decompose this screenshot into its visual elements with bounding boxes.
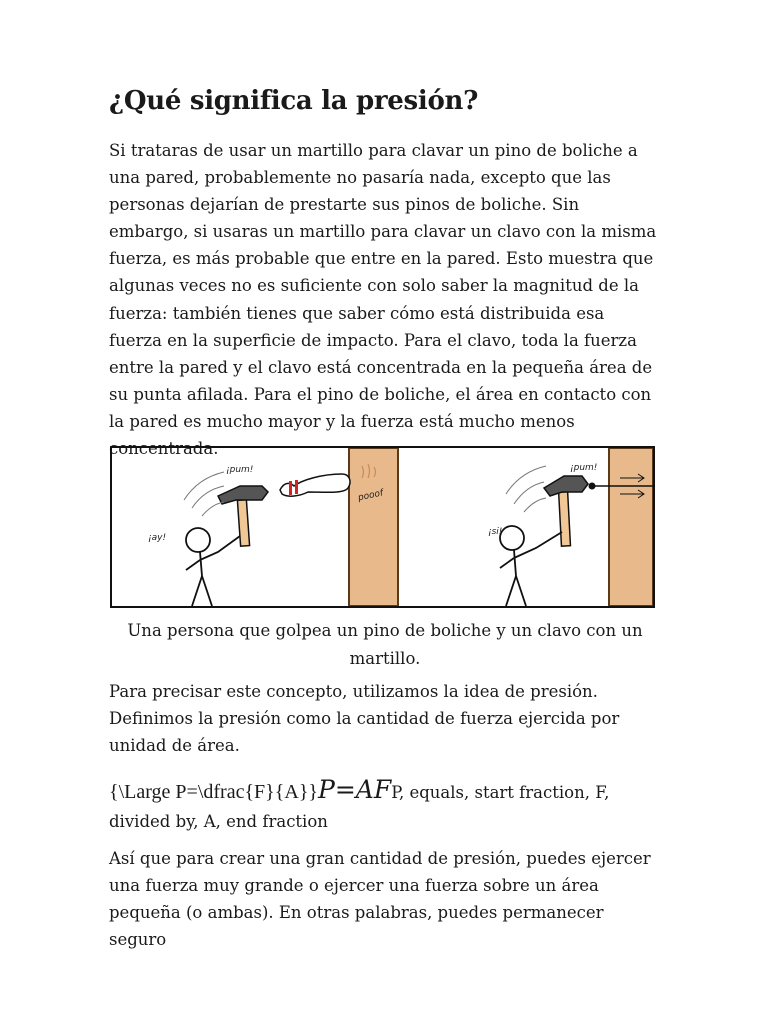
- right-wall: [609, 448, 653, 606]
- page-title: ¿Qué significa la presión?: [109, 86, 479, 116]
- right-stick-figure: [500, 526, 562, 606]
- pressure-illustration: [110, 446, 655, 608]
- left-person-sound: ¡ay!: [148, 533, 167, 543]
- right-hammer: [544, 476, 588, 546]
- illustration-drawing: [112, 448, 653, 606]
- pressure-formula: [109, 775, 669, 836]
- pin-stripe: [295, 480, 298, 494]
- right-hit-sound: ¡pum!: [570, 463, 598, 473]
- left-hammer: [218, 486, 268, 546]
- definition-paragraph: Para precisar este concepto, utilizamos la idea de presión. Definimos la presión como la cantidad de fuerza ejercida por unidad de área.: [109, 682, 620, 756]
- left-stick-figure: [186, 528, 240, 606]
- motion-lines: [184, 472, 224, 516]
- conclusion-paragraph: Así que para crear una gran cantidad de presión, puedes ejercer una fuerza muy grande o ejercer una fuerza sobre un área pequeña (o ambas). En otras palabras, puedes permanecer seguro: [109, 849, 651, 950]
- left-wall: [349, 448, 398, 606]
- pin-stripe: [289, 481, 292, 495]
- right-person-sound: ¡si!: [488, 527, 503, 537]
- formula-spoken-text: P, equals, start fraction, F, divided by, A, end fraction: [109, 783, 610, 831]
- left-hit-sound: ¡pum!: [226, 465, 254, 475]
- wall-sound: pooof: [357, 488, 385, 504]
- formula-rendered: P=AF: [318, 775, 392, 804]
- intro-paragraph: Si trataras de usar un martillo para clavar un pino de boliche a una pared, probablemente no pasaría nada, excepto que las personas dejarían de prestarte sus pinos de boliche. Sin embargo, si usaras un martillo para clavar un clavo con la misma fuerza, es más probable que entre en la pared. Esto muestra que algunas veces no es suficiente con solo saber la magnitud de la fuerza: también tienes que saber cómo está distribuida esa fuerza en la superficie de impacto. Para el clavo, toda la fuerza entre la pared y el clavo está concentrada en la pequeña área de su punta afilada. Para el pino de boliche, el área en contacto con la pared es mucho mayor y la fuerza está mucho menos concentrada.: [109, 141, 657, 459]
- figure-caption: Una persona que golpea un pino de boliche y un clavo con un martillo.: [127, 621, 643, 668]
- motion-lines: [506, 466, 546, 512]
- formula-latex-source: {\Large P=\dfrac{F}{A}}: [109, 781, 319, 803]
